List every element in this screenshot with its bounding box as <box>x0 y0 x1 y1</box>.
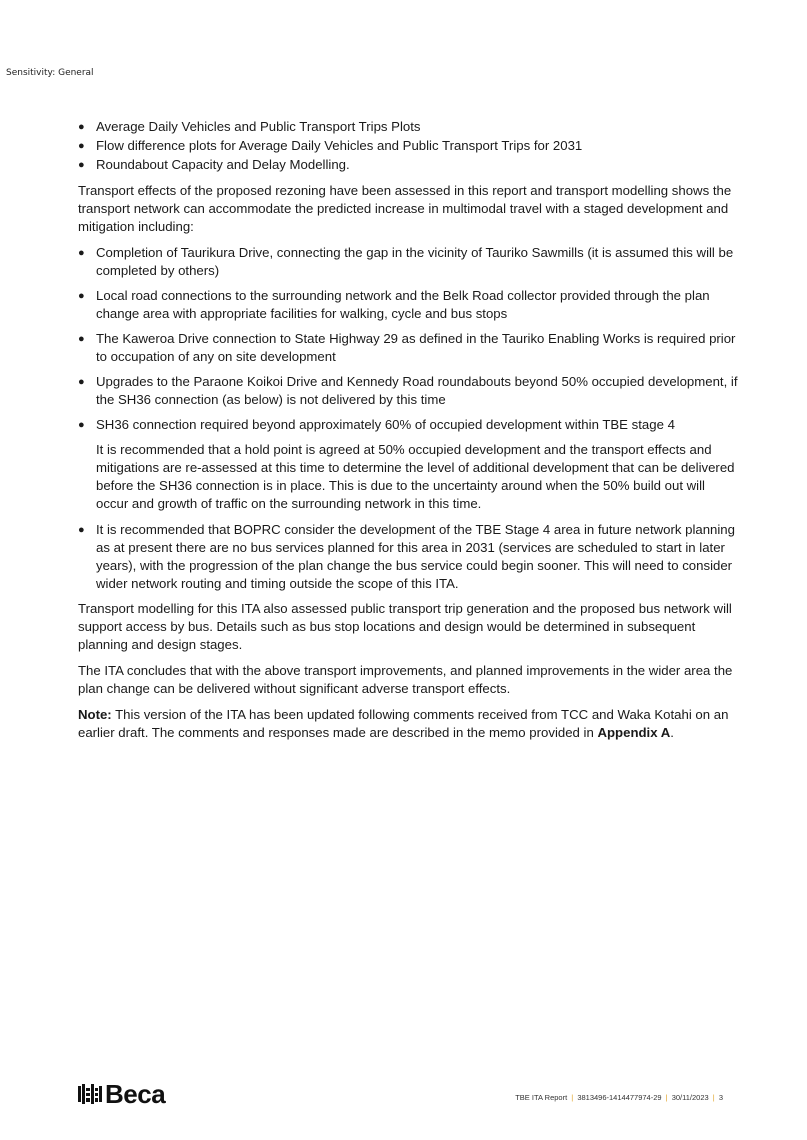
report-date: 30/11/2023 <box>671 1093 709 1102</box>
appendix-link[interactable]: Appendix A <box>597 725 671 740</box>
document-body <box>78 118 738 750</box>
conclusion-paragraph: The ITA concludes that with the above transport improvements, and planned improvements in the wider area the plan change can be delivered without significant adverse transport effects. <box>78 663 733 696</box>
beca-mark-icon <box>78 1084 102 1104</box>
list-item: ● Local road connections to the surrounding network and the Belk Road collector provided through the plan change area with appropriate facilities for walking, cycle and bus stops <box>78 288 710 321</box>
list-item: ● Upgrades to the Paraone Koikoi Drive and Kennedy Road roundabouts beyond 50% occupied development, if the SH36 connection (as below) is not delivered by this time <box>78 374 738 407</box>
bullet-icon: ● <box>78 247 85 259</box>
beca-wordmark: Beca <box>105 1079 166 1109</box>
note-text: This version of the ITA has been updated following comments received from TCC and Waka Kotahi on an earlier draft. The comments and responses made are described in the memo provided in <box>78 707 729 740</box>
mitigation-list <box>78 244 738 434</box>
bullet-icon: ● <box>78 140 85 152</box>
list-item: ● It is recommended that BOPRC consider the development of the TBE Stage 4 area in future network planning as at present there are no bus services planned for this area in 2031 (services are scheduled to start in later years), with the progression of the plan change the bus service could begin sooner. This will need to consider wider network routing and timing outside the scope of this ITA. <box>78 522 735 591</box>
boprc-list <box>78 521 738 593</box>
bullet-icon: ● <box>78 376 85 388</box>
report-reference: 3813496-1414477974-29 <box>577 1093 662 1102</box>
report-title: TBE ITA Report <box>515 1093 568 1102</box>
bullet-icon: ● <box>78 524 85 536</box>
sensitivity-label: Sensitivity: General <box>6 68 94 78</box>
list-item: ● SH36 connection required beyond approximately 60% of occupied development within TBE stage 4 <box>78 417 675 432</box>
list-item: ● Roundabout Capacity and Delay Modelling. <box>78 157 350 172</box>
bullet-icon: ● <box>78 333 85 345</box>
page-number: 3 <box>718 1093 723 1102</box>
appendix-list <box>78 118 738 174</box>
list-item: ● The Kaweroa Drive connection to State Highway 29 as defined in the Tauriko Enabling Works is required prior to occupation of any on site development <box>78 331 736 364</box>
bullet-icon: ● <box>78 159 85 171</box>
intro-paragraph: Transport effects of the proposed rezoning have been assessed in this report and transport modelling shows the transport network can accommodate the predicted increase in multimodal travel with a staged development and mitigation including: <box>78 183 732 234</box>
public-transport-paragraph: Transport modelling for this ITA also assessed public transport trip generation and the proposed bus network will support access by bus. Details such as bus stop locations and design would be determined in subsequent planning and design stages. <box>78 601 732 652</box>
bullet-icon: ● <box>78 419 85 431</box>
footer-meta <box>515 1093 723 1102</box>
list-item: ● Average Daily Vehicles and Public Transport Trips Plots <box>78 119 421 134</box>
hold-point-paragraph: It is recommended that a hold point is agreed at 50% occupied development and the transport effects and mitigations are re-assessed at this time to determine the level of additional development that can be delivered before the SH36 connection is in place. This is due to the uncertainty around when the 50% build out will occur and growth of traffic on the surrounding network in this time. <box>96 442 735 511</box>
list-item: ● Flow difference plots for Average Daily Vehicles and Public Transport Trips for 2031 <box>78 138 583 153</box>
separator: | <box>665 1093 668 1102</box>
bullet-icon: ● <box>78 121 85 133</box>
beca-logo <box>78 1079 166 1109</box>
separator: | <box>571 1093 574 1102</box>
note-label: Note: <box>78 707 112 722</box>
list-item: ● Completion of Taurikura Drive, connecting the gap in the vicinity of Tauriko Sawmills (it is assumed this will be completed by others) <box>78 245 734 278</box>
separator: | <box>712 1093 715 1102</box>
bullet-icon: ● <box>78 290 85 302</box>
note-paragraph: Note: This version of the ITA has been updated following comments received from TCC and Waka Kotahi on an earlier draft. The comments and responses made are described in the memo provided in Appendix A. <box>78 707 729 740</box>
